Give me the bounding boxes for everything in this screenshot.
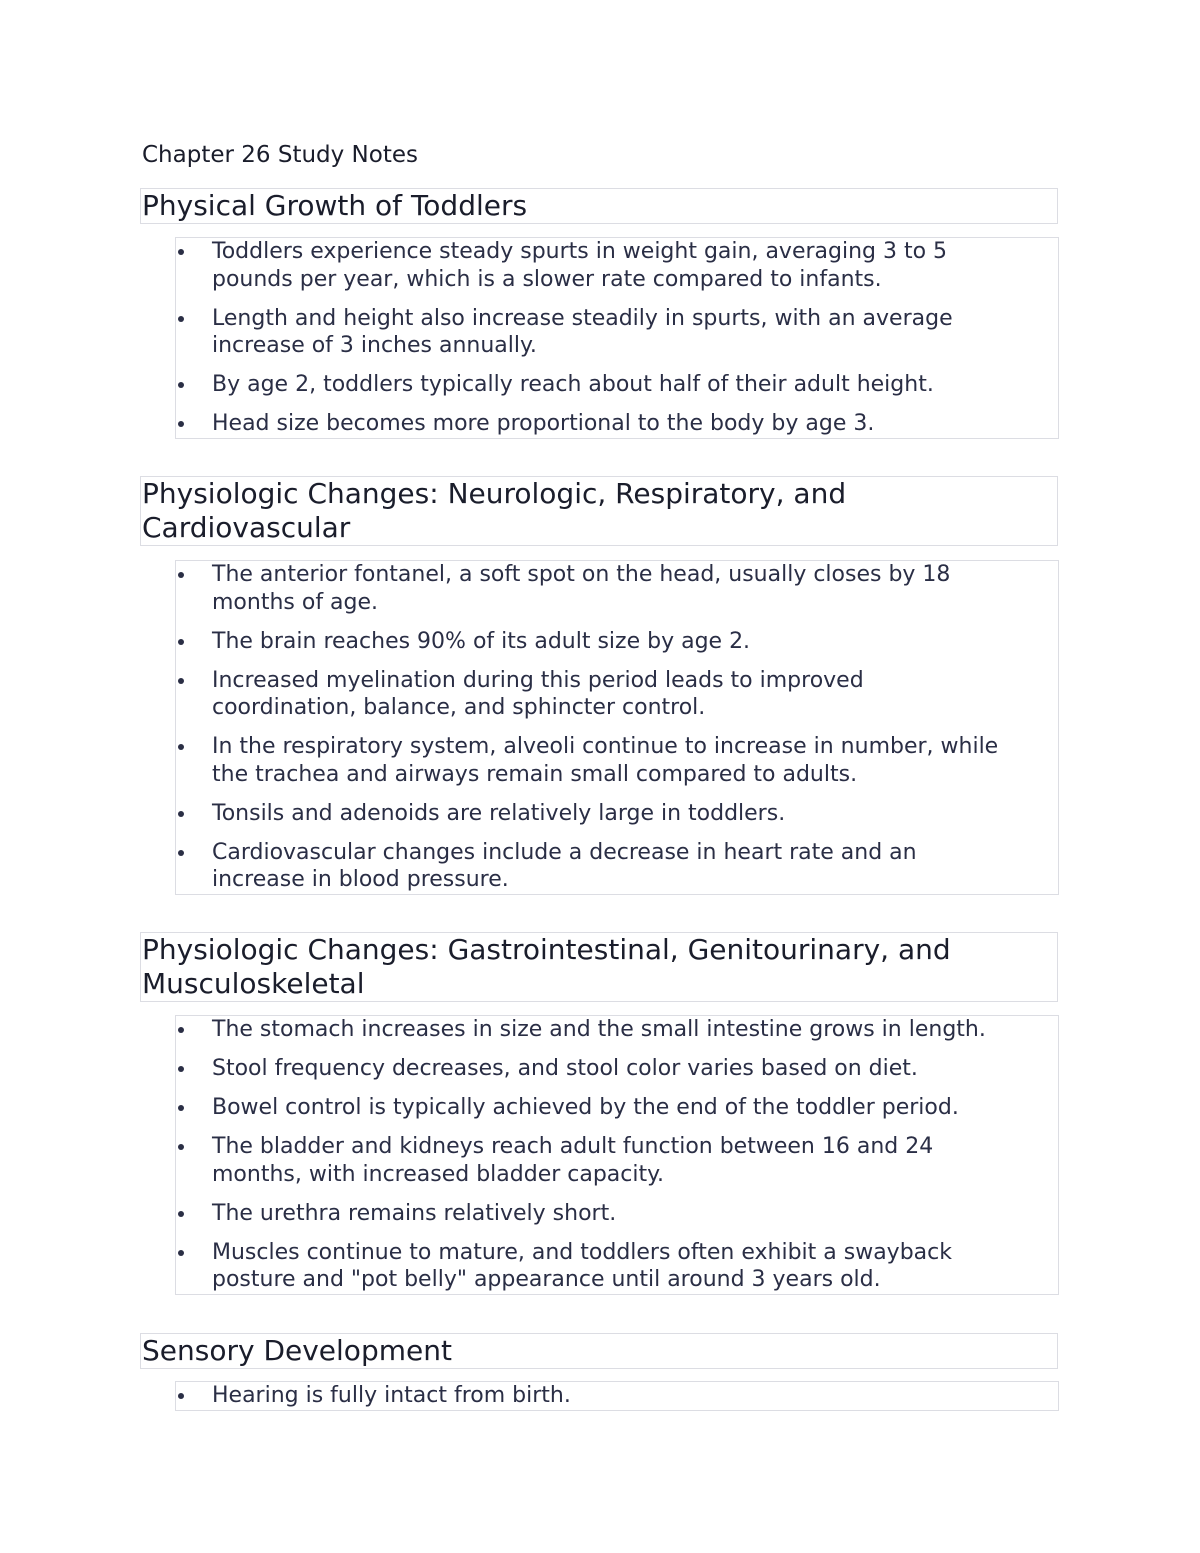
bullet-line: Toddlers experience steady spurts in weight gain, averaging 3 to 5: [212, 239, 948, 264]
section-heading-physical-growth: [140, 188, 1058, 224]
bullet-list-gi-gu-msk: [175, 1015, 1059, 1295]
bullet-line: Increased myelination during this period leads to improved: [212, 667, 864, 693]
bullet-line: Muscles continue to mature, and toddlers often exhibit a swayback: [212, 1239, 952, 1265]
list-item: [176, 1133, 1058, 1188]
bullet-line: months, with increased bladder capacity.: [212, 1161, 664, 1187]
bullet-line: coordination, balance, and sphincter control.: [212, 695, 706, 720]
document-title: Chapter 26 Study Notes: [142, 142, 418, 168]
bullet-line: By age 2, toddlers typically reach about half of their adult height.: [212, 372, 934, 397]
list-item: [176, 561, 1058, 616]
list-item: [176, 1382, 1058, 1410]
heading-line: Physical Growth of Toddlers: [142, 189, 528, 222]
list-item: [176, 238, 1058, 293]
bullet-line: Bowel control is typically achieved by the end of the toddler period.: [212, 1095, 959, 1120]
list-item: [176, 1239, 1058, 1294]
section-heading-neuro-resp-cardio: [140, 476, 1058, 546]
bullet-line: increase in blood pressure.: [212, 867, 509, 892]
bullet-line: The urethra remains relatively short.: [212, 1200, 617, 1226]
list-item: [176, 1094, 1058, 1122]
bullet-line: pounds per year, which is a slower rate compared to infants.: [212, 266, 882, 292]
list-item: [176, 410, 1058, 438]
bullet-line: The brain reaches 90% of its adult size by age 2.: [212, 628, 751, 654]
bullet-line: months of age.: [212, 589, 379, 615]
heading-line: Musculoskeletal: [142, 967, 365, 1000]
bullet-line: Length and height also increase steadily in spurts, with an average: [212, 305, 953, 331]
heading-line: Physiologic Changes: Neurologic, Respiratory, and: [142, 477, 847, 510]
list-item: [176, 1200, 1058, 1228]
list-item: [176, 305, 1058, 360]
list-item: [176, 628, 1058, 656]
list-item: [176, 839, 1058, 894]
bullet-list-neuro-resp-cardio: [175, 560, 1059, 895]
bullet-line: the trachea and airways remain small compared to adults.: [212, 761, 858, 787]
heading-line: Physiologic Changes: Gastrointestinal, Genitourinary, and: [142, 933, 951, 966]
heading-line: Cardiovascular: [142, 511, 351, 544]
section-heading-sensory: [140, 1333, 1058, 1369]
bullet-list-physical-growth: [175, 237, 1059, 439]
list-item: [176, 1016, 1058, 1044]
bullet-line: Head size becomes more proportional to the body by age 3.: [212, 411, 875, 436]
list-item: [176, 371, 1058, 399]
bullet-line: posture and "pot belly" appearance until around 3 years old.: [212, 1267, 881, 1292]
bullet-line: Hearing is fully intact from birth.: [212, 1383, 571, 1408]
bullet-line: The anterior fontanel, a soft spot on the head, usually closes by 18: [212, 562, 951, 587]
section-heading-gi-gu-msk: [140, 932, 1058, 1002]
list-item: [176, 667, 1058, 722]
bullet-line: Cardiovascular changes include a decrease in heart rate and an: [212, 839, 917, 865]
list-item: [176, 800, 1058, 828]
list-item: [176, 1055, 1058, 1083]
bullet-line: The stomach increases in size and the small intestine grows in length.: [212, 1017, 986, 1042]
bullet-line: Stool frequency decreases, and stool color varies based on diet.: [212, 1056, 918, 1081]
heading-line: Sensory Development: [142, 1334, 452, 1367]
list-item: [176, 733, 1058, 788]
bullet-line: The bladder and kidneys reach adult function between 16 and 24: [212, 1134, 934, 1159]
bullet-list-sensory: [175, 1381, 1059, 1411]
bullet-line: increase of 3 inches annually.: [212, 333, 537, 358]
bullet-line: Tonsils and adenoids are relatively large in toddlers.: [212, 800, 786, 826]
bullet-line: In the respiratory system, alveoli continue to increase in number, while: [212, 734, 999, 759]
